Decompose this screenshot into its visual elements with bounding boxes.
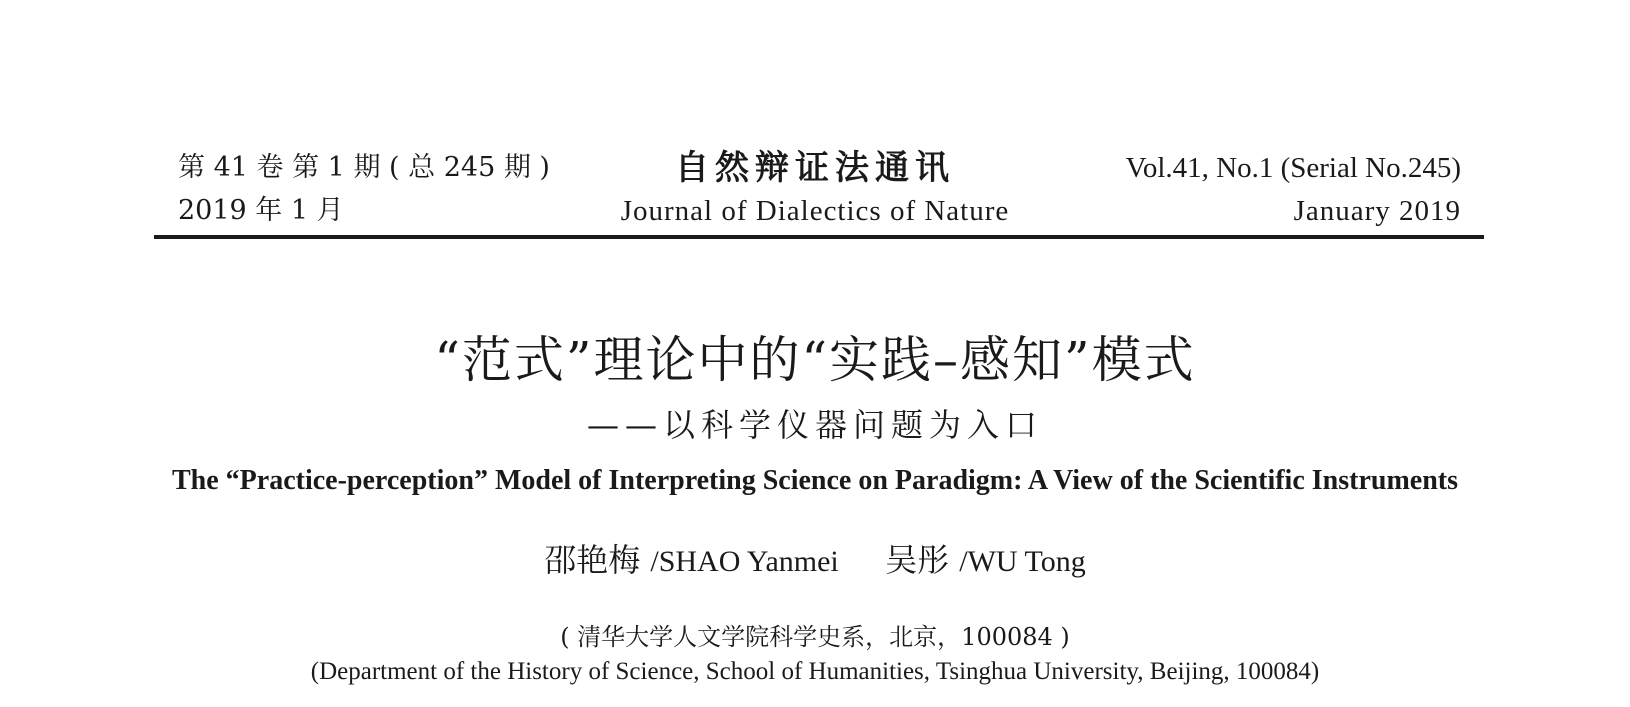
issue-info-en: Vol.41, No.1 (Serial No.245) (1125, 152, 1461, 184)
issue-info-cn: 第 41 卷 第 1 期 ( 总 245 期 ) (178, 152, 550, 183)
header-rule (154, 235, 1484, 239)
journal-title-en: Journal of Dialectics of Nature (620, 195, 1010, 227)
article-title-en: The “Practice-perception” Model of Interpreting Science on Paradigm: A View of the Scientific Instruments (172, 465, 1458, 496)
journal-title-cn: 自然辩证法通讯 (675, 148, 955, 188)
issue-date-en: January 2019 (1293, 195, 1461, 227)
article-subtitle-cn: ——以科学仪器问题为入口 (586, 406, 1043, 444)
issue-date-cn: 2019 年 1 月 (178, 195, 344, 226)
author-line (0, 540, 1630, 582)
affiliation-cn: ( 清华大学人文学院科学史系，北京，100084 ) (560, 623, 1070, 651)
article-title-cn: “范式”理论中的“实践–感知”模式 (434, 331, 1196, 389)
author-name-en: /WU Tong (959, 545, 1086, 578)
author-name-en: /SHAO Yanmei (650, 545, 839, 578)
author-name-cn: 吴彤 (885, 541, 950, 579)
author-name-cn: 邵艳梅 (544, 541, 641, 579)
affiliation-en: (Department of the History of Science, School of Humanities, Tsinghua University, Beijing, 100084) (310, 658, 1320, 685)
